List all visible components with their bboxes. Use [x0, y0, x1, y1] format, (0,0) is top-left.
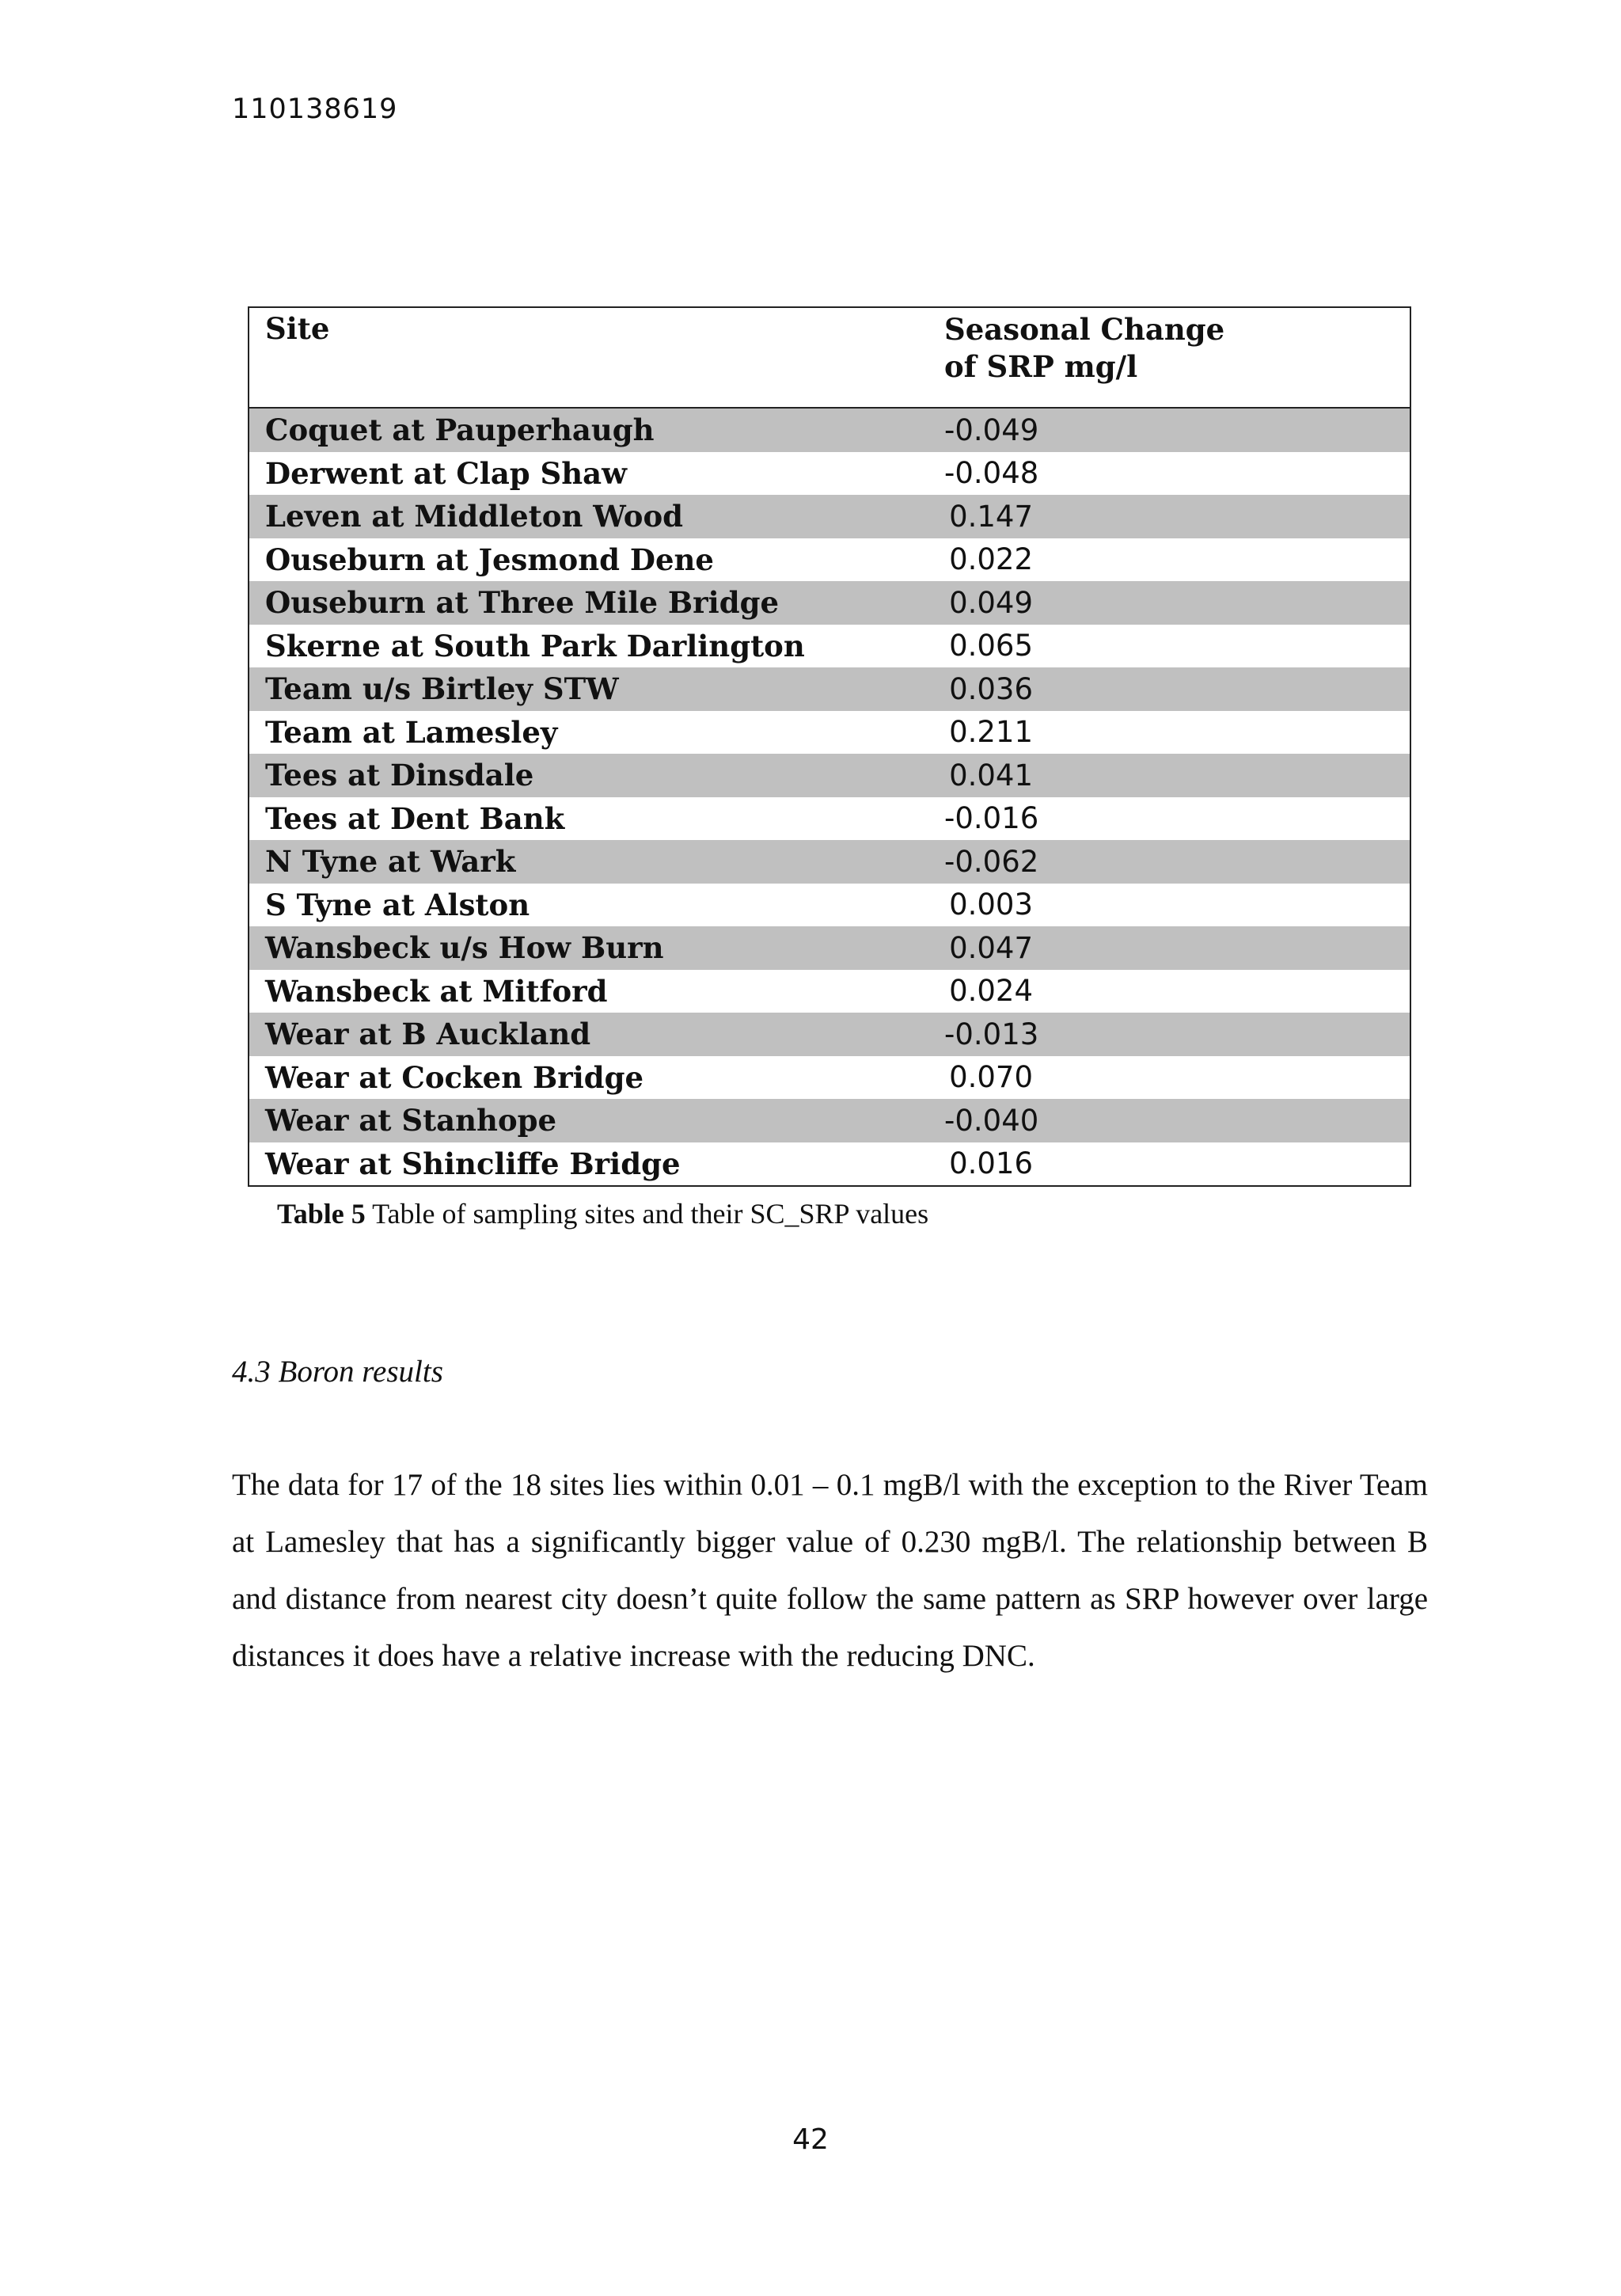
- site-name-cell: Wansbeck u/s How Burn: [249, 926, 944, 970]
- table-body: [249, 408, 1410, 1185]
- caption-label: Table 5: [277, 1198, 366, 1230]
- srp-value-cell: [944, 970, 1410, 1013]
- site-name-cell: Wear at B Auckland: [249, 1013, 944, 1056]
- srp-value: 0.211: [949, 715, 1033, 750]
- page-number: 42: [792, 2123, 829, 2156]
- column-header-line-1: Seasonal Change: [944, 312, 1225, 347]
- srp-value: 0.070: [949, 1060, 1033, 1095]
- srp-value: 0.047: [949, 930, 1033, 965]
- srp-value-cell: [944, 840, 1410, 884]
- document-id: 110138619: [232, 93, 398, 125]
- srp-value: 0.036: [949, 671, 1033, 706]
- section-heading: 4.3 Boron results: [232, 1355, 443, 1389]
- table-header-row: [249, 308, 1410, 408]
- table-row: [249, 667, 1410, 711]
- srp-value: -0.048: [944, 456, 1039, 491]
- srp-value-cell: [944, 1099, 1410, 1142]
- srp-value: 0.049: [949, 585, 1033, 620]
- srp-value-cell: [944, 452, 1410, 496]
- table-row: [249, 538, 1410, 582]
- srp-value-cell: [944, 495, 1410, 538]
- srp-value-cell: [944, 538, 1410, 582]
- srp-value-cell: [944, 408, 1410, 452]
- site-name-cell: Derwent at Clap Shaw: [265, 455, 628, 491]
- site-name-cell: Tees at Dent Bank: [265, 800, 565, 836]
- table-row: [249, 408, 1410, 452]
- table-row: [249, 840, 1410, 884]
- srp-value-cell: [944, 926, 1410, 970]
- site-name-cell: Wear at Cocken Bridge: [265, 1059, 644, 1095]
- table-row: [249, 625, 1410, 668]
- table-caption: [277, 1197, 928, 1230]
- srp-value: 0.147: [949, 499, 1033, 534]
- table-row: [249, 926, 1410, 970]
- table-row: [249, 754, 1410, 797]
- srp-table: [248, 306, 1411, 1187]
- table-row: [249, 452, 1410, 496]
- table-row: [249, 1013, 1410, 1056]
- srp-value-cell: [944, 581, 1410, 625]
- site-name-cell: N Tyne at Wark: [249, 840, 944, 884]
- site-name-cell: Leven at Middleton Wood: [249, 495, 944, 538]
- srp-value-cell: [944, 1142, 1410, 1186]
- table-row: [249, 884, 1410, 927]
- srp-value: 0.022: [949, 542, 1033, 577]
- body-paragraph: The data for 17 of the 18 sites lies within 0.01 – 0.1 mgB/l with the exception to the River Team at Lamesley that has a significantly bigger value of 0.230 mgB/l. The relationship between B and distance from nearest city doesn’t quite follow the same pattern as SRP however over large distances it does have a relative increase with the reducing DNC.: [232, 1468, 1428, 1673]
- srp-value: -0.049: [944, 412, 1039, 447]
- srp-value: 0.016: [949, 1146, 1033, 1181]
- site-name-cell: Team u/s Birtley STW: [249, 667, 944, 711]
- site-name-cell: Team at Lamesley: [265, 714, 558, 750]
- column-header-line-2: of SRP mg/l: [944, 349, 1138, 384]
- table-row: [249, 711, 1410, 755]
- srp-value: 0.065: [949, 629, 1033, 663]
- caption-text: Table of sampling sites and their SC_SRP values: [365, 1198, 929, 1230]
- srp-value: -0.062: [944, 844, 1039, 879]
- srp-value-cell: [944, 711, 1410, 755]
- srp-value: 0.041: [949, 758, 1033, 793]
- site-name-cell: Coquet at Pauperhaugh: [249, 408, 944, 452]
- srp-value: 0.024: [949, 974, 1033, 1009]
- site-name-cell: Tees at Dinsdale: [249, 754, 944, 797]
- site-name-cell: S Tyne at Alston: [265, 887, 530, 922]
- table-row: [249, 1056, 1410, 1100]
- srp-value-cell: [944, 754, 1410, 797]
- column-header-site: Site: [249, 308, 944, 408]
- srp-value-cell: [944, 884, 1410, 927]
- table-row: [249, 797, 1410, 841]
- srp-value-cell: [944, 797, 1410, 841]
- srp-value-cell: [944, 1056, 1410, 1100]
- site-name-cell: Ouseburn at Three Mile Bridge: [249, 581, 944, 625]
- table-row: [249, 1099, 1410, 1142]
- table-row: [249, 581, 1410, 625]
- site-name-cell: Wear at Shincliffe Bridge: [265, 1146, 681, 1181]
- srp-value: 0.003: [949, 888, 1033, 922]
- srp-value-cell: [944, 667, 1410, 711]
- table-row: [249, 495, 1410, 538]
- srp-value-cell: [944, 1013, 1410, 1056]
- column-header-seasonal-change: [944, 308, 1410, 408]
- table-row: [249, 1142, 1410, 1186]
- site-name-cell: Skerne at South Park Darlington: [265, 628, 805, 663]
- table-row: [249, 970, 1410, 1013]
- site-name-cell: Wansbeck at Mitford: [265, 973, 608, 1009]
- srp-value-cell: [944, 625, 1410, 668]
- site-name-cell: Ouseburn at Jesmond Dene: [265, 542, 714, 577]
- srp-value: -0.016: [944, 801, 1039, 836]
- srp-value: -0.040: [944, 1103, 1039, 1138]
- srp-value: -0.013: [944, 1017, 1039, 1051]
- site-name-cell: Wear at Stanhope: [249, 1099, 944, 1142]
